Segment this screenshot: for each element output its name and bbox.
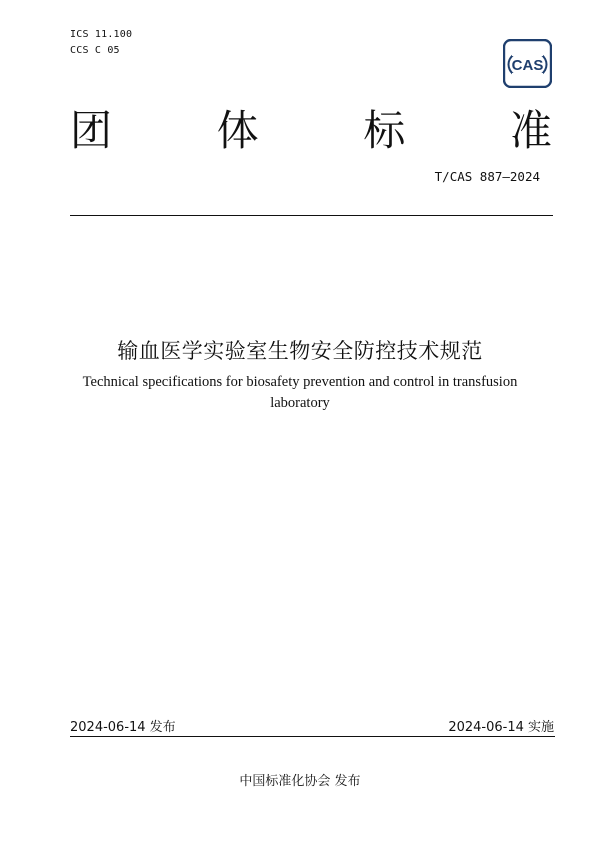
title-char-1: 团: [70, 106, 113, 155]
classification-codes: [70, 27, 132, 59]
cas-logo-icon: [503, 39, 552, 88]
english-title-line-1: Technical specifications for biosafety prevention and control in transfusion: [82, 374, 518, 390]
ccs-code: CCS C 05: [70, 45, 120, 56]
english-title: [60, 372, 540, 414]
logo-text: CAS: [511, 57, 544, 74]
standard-number: T/CAS 887—2024: [434, 169, 540, 184]
title-char-4: 准: [509, 106, 552, 155]
document-type-title: [70, 103, 552, 159]
publisher: 中国标准化协会 发布: [239, 774, 361, 789]
footer-divider: [70, 736, 555, 737]
title-char-2: 体: [216, 106, 259, 155]
header-divider: [70, 215, 553, 216]
english-title-line-2: laboratory: [270, 395, 330, 411]
cas-logo-graphic: [503, 39, 552, 88]
ics-code: ICS 11.100: [70, 29, 133, 40]
title-char-3: 标: [363, 106, 406, 155]
chinese-title: 输血医学实验室生物安全防控技术规范: [117, 339, 483, 363]
implementation-date: 2024-06-14 实施: [448, 720, 554, 735]
issue-date: 2024-06-14 发布: [70, 720, 176, 735]
